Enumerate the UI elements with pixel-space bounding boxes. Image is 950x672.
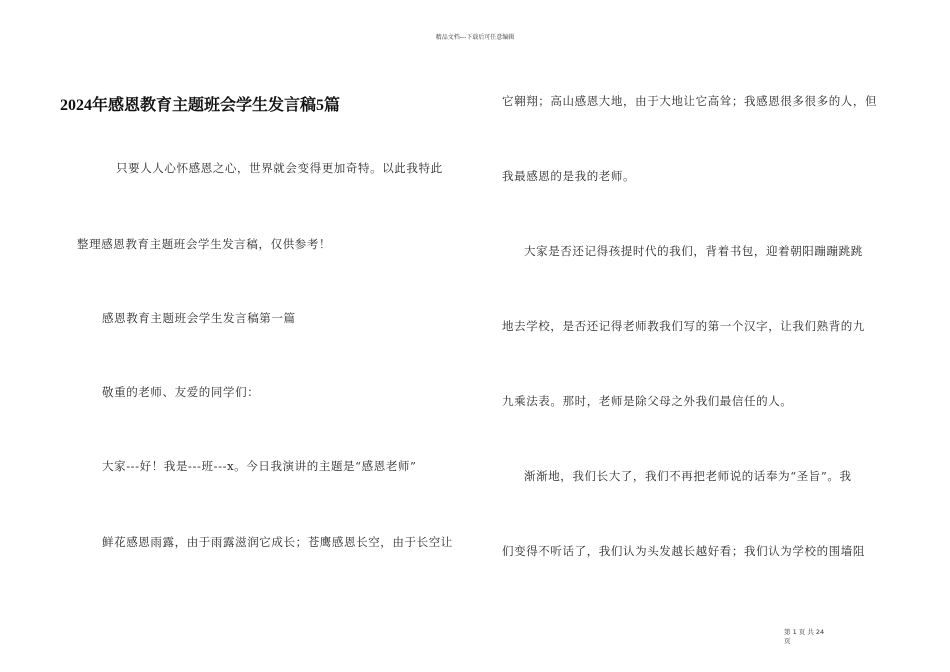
paragraph-line: 大家是否还记得孩提时代的我们，背着书包，迎着朝阳蹦蹦跳跳 [524,244,863,258]
page-number [784,628,832,646]
paragraph-line: 九乘法表。那时，老师是除父母之外我们最信任的人。 [502,394,793,408]
paragraph-line: 整理感恩教育主题班会学生发言稿，仅供参考！ [77,237,332,251]
document-title: 2024年感恩教育主题班会学生发言稿5篇 [60,97,341,114]
paragraph-line: 们变得不听话了，我们认为头发越长越好看；我们认为学校的围墙阻 [502,544,865,558]
paragraph-line: 只要人人心怀感恩之心，世界就会变得更加奇特。以此我特此 [116,161,443,175]
header-note: 精品文档---下载后可任意编辑 [435,34,515,41]
paragraph-line: 它翱翔；高山感恩大地，由于大地让它高耸；我感恩很多很多的人，但 [502,94,878,108]
paragraph-line: 渐渐地，我们长大了，我们不再把老师说的话奉为“圣旨”。我 [524,469,852,483]
paragraph-line: 大家---好！我是---班---x。今日我演讲的主题是“感恩老师” [102,459,417,473]
paragraph-line: 我最感恩的是我的老师。 [502,169,636,183]
paragraph-line: 地去学校，是否还记得老师教我们写的第一个汉字，让我们熟背的九 [502,319,865,333]
paragraph-line: 鲜花感恩雨露，由于雨露滋润它成长；苍鹰感恩长空，由于长空让 [102,535,453,549]
section-heading: 感恩教育主题班会学生发言稿第一篇 [102,311,296,325]
page-number-line: 第 1 页 共 24 [784,628,825,636]
page-number-line: 页 [784,637,791,645]
salutation: 敬重的老师、友爱的同学们： [102,385,260,399]
